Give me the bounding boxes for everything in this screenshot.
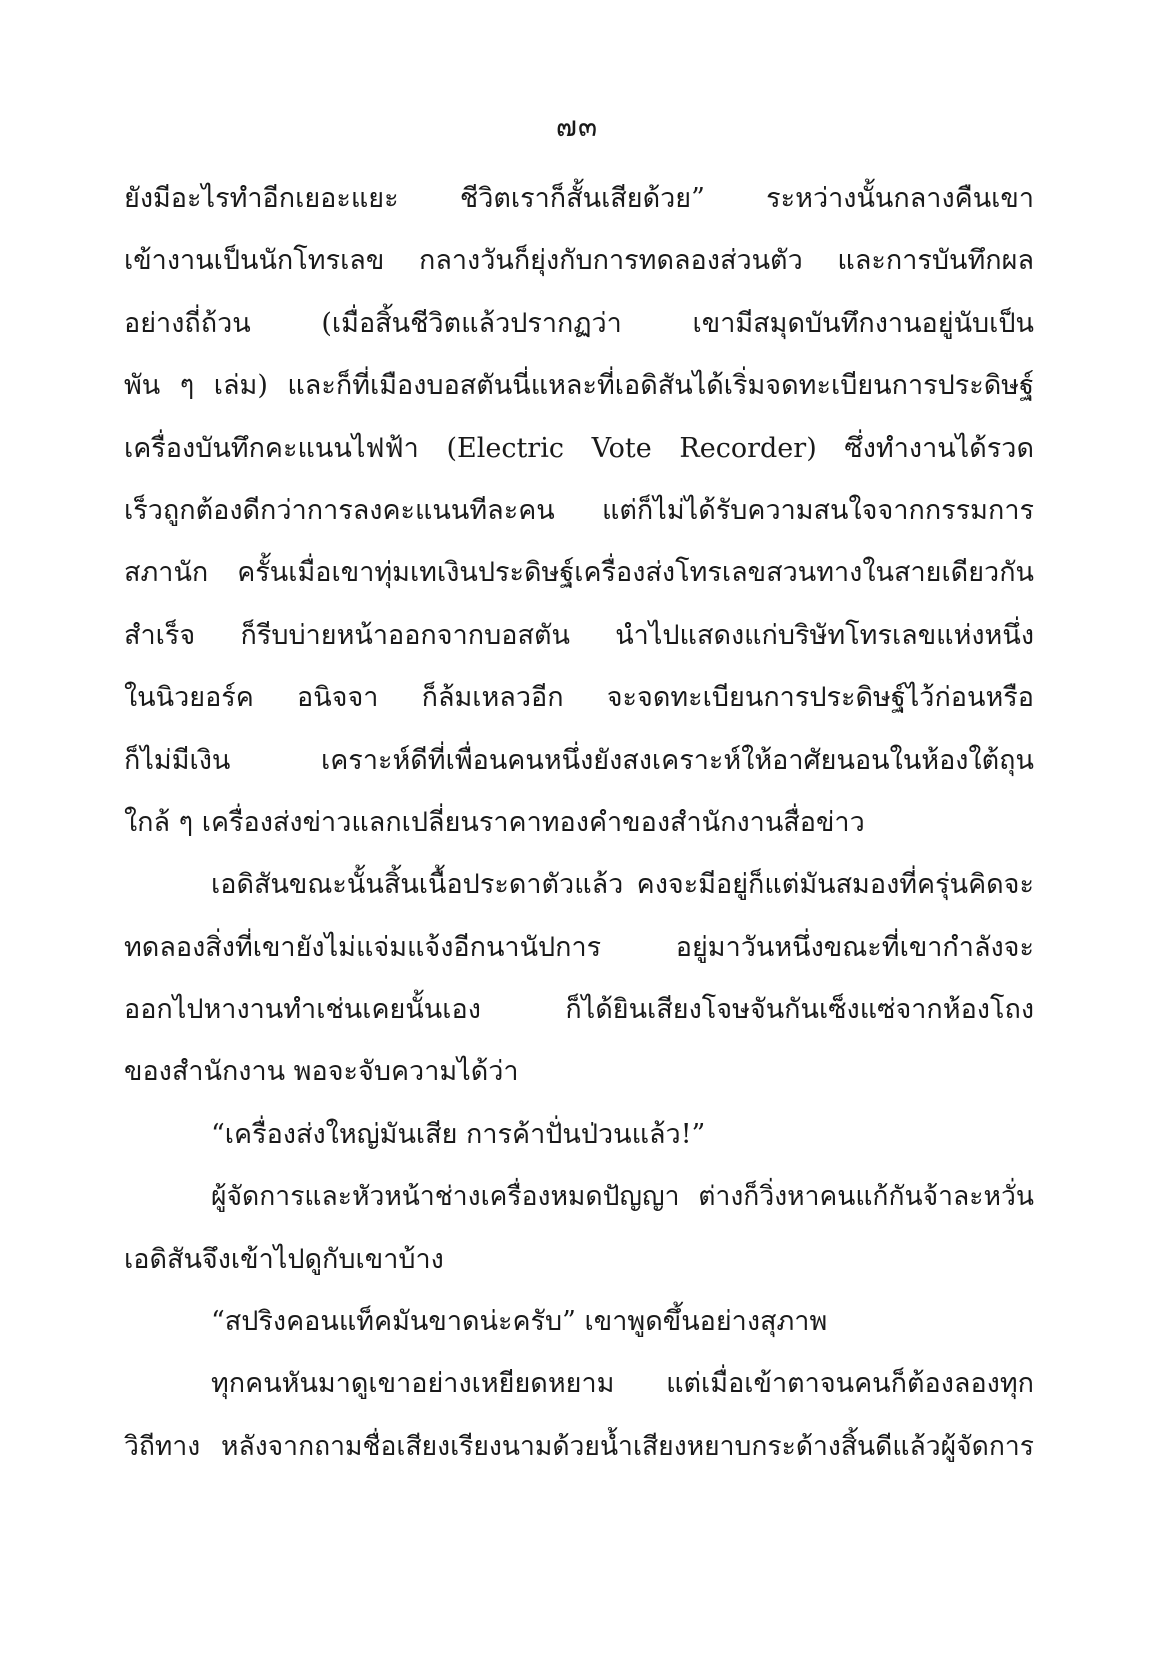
text-line: สภานัก ครั้นเมื่อเขาทุ่มเทเงินประดิษฐ์เครื่องส่งโทรเลขสวนทางในสายเดียวกัน [124, 557, 1034, 589]
text-line: เร็วถูกต้องดีกว่าการลงคะแนนทีละคน แต่ก็ไม่ได้รับความสนใจจากกรรมการ [124, 494, 1034, 526]
paragraph-first-line: “เครื่องส่งใหญ่มันเสีย การค้าปั่นป่วนแล้ว!” [211, 1118, 706, 1150]
text-line: ในนิวยอร์ค อนิจจา ก็ล้มเหลวอีก จะจดทะเบียนการประดิษฐ์ไว้ก่อนหรือ [124, 682, 1034, 714]
text-line: สำเร็จ ก็รีบบ่ายหน้าออกจากบอสตัน นำไปแสดงแก่บริษัทโทรเลขแห่งหนึ่ง [124, 619, 1034, 651]
text-line: วิถีทาง หลังจากถามชื่อเสียงเรียงนามด้วยน้ำเสียงหยาบกระด้างสิ้นดีแล้วผู้จัดการ [124, 1430, 1034, 1462]
text-line: เครื่องบันทึกคะแนนไฟฟ้า (Electric Vote Recorder) ซึ่งทำงานได้รวด [124, 432, 1034, 464]
paragraph-first-line: เอดิสันขณะนั้นสิ้นเนื้อประดาตัวแล้ว คงจะมีอยู่ก็แต่มันสมองที่ครุ่นคิดจะ [211, 869, 1034, 901]
text-line: ยังมีอะไรทำอีกเยอะแยะ ชีวิตเราก็สั้นเสียด้วย” ระหว่างนั้นกลางคืนเขา [124, 183, 1034, 214]
text-line: เข้างานเป็นนักโทรเลข กลางวันก็ยุ่งกับการทดลองส่วนตัว และการบันทึกผล [124, 245, 1034, 277]
text-line: ออกไปหางานทำเช่นเคยนั้นเอง ก็ได้ยินเสียงโจษจันกันเซ็งแซ่จากห้องโถง [124, 994, 1034, 1026]
paragraph-first-line: ผู้จัดการและหัวหน้าช่างเครื่องหมดปัญญา ต่างก็วิ่งหาคนแก้กันจ้าละหวั่น [211, 1181, 1034, 1213]
text-line: ก็ไม่มีเงิน เคราะห์ดีที่เพื่อนคนหนึ่งยังสงเคราะห์ให้อาศัยนอนในห้องใต้ถุน [124, 744, 1034, 776]
text-line: ของสำนักงาน พอจะจับความได้ว่า [124, 1056, 519, 1088]
text-line: ทดลองสิ่งที่เขายังไม่แจ่มแจ้งอีกนานัปการ อยู่มาวันหนึ่งขณะที่เขากำลังจะ [124, 931, 1034, 963]
text-line: เอดิสันจึงเข้าไปดูกับเขาบ้าง [124, 1243, 444, 1275]
text-line: ใกล้ ๆ เครื่องส่งข่าวแลกเปลี่ยนราคาทองคำของสำนักงานสื่อข่าว [124, 806, 865, 838]
text-line: อย่างถี่ถ้วน (เมื่อสิ้นชีวิตแล้วปรากฏว่า เขามีสมุดบันทึกงานอยู่นับเป็น [124, 307, 1034, 339]
text-line: พัน ๆ เล่ม) และก็ที่เมืองบอสตันนี่แหละที่เอดิสันได้เริ่มจดทะเบียนการประดิษฐ์ [124, 370, 1034, 402]
paragraph-first-line: ทุกคนหันมาดูเขาอย่างเหยียดหยาม แต่เมื่อเข้าตาจนคนก็ต้องลองทุก [211, 1368, 1034, 1400]
body-text [124, 168, 1034, 1478]
page-number: ๗๓ [555, 110, 599, 143]
paragraph-first-line: “สปริงคอนแท็คมันขาดน่ะครับ” เขาพูดขึ้นอย่างสุภาพ [211, 1306, 828, 1338]
